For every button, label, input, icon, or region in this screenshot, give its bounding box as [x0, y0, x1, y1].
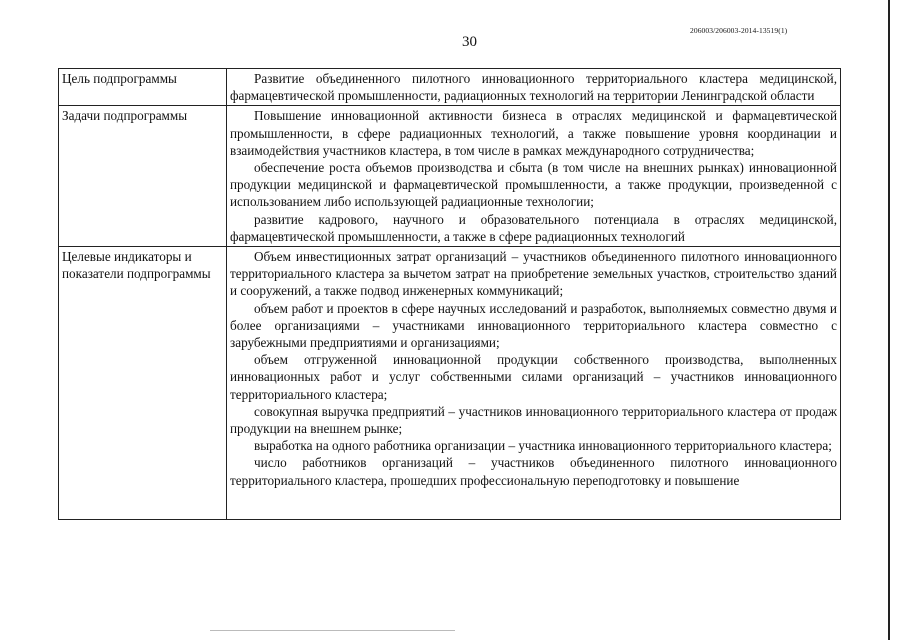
table-row: [59, 106, 841, 247]
paragraph: развитие кадрового, научного и образовательного потенциала в отраслях медицинской, фармацевтической промышленности, а также в сфере радиационных технологий: [230, 211, 837, 244]
paragraph: Развитие объединенного пилотного инновационного территориального кластера медицинской, фармацевтической промышленности, радиационных технологий на территории Ленинградской области: [230, 71, 837, 104]
paragraph: выработка на одного работника организации – участника инновационного территориального кластера;: [254, 438, 832, 454]
paragraph: объем отгруженной инновационной продукции собственного производства, выполненных инновационных работ и услуг собственными силами организаций – участников инновационного территориального кластера;: [230, 352, 837, 402]
paragraph: совокупная выручка предприятий – участников инновационного территориального кластера от продаж продукции на внешнем рынке;: [230, 403, 837, 437]
footer-rule: [210, 630, 455, 631]
page-number: 30: [462, 34, 477, 50]
table-row: [59, 247, 841, 520]
paragraph: Объем инвестиционных затрат организаций – участников объединенного пилотного инновационного территориального кластера за вычетом затрат на приобретение земельных участков, строительство зданий и сооружений, а также подвод инженерных коммуникаций;: [230, 249, 837, 299]
row-content: [227, 69, 841, 106]
paragraph: объем работ и проектов в сфере научных исследований и разработок, выполняемых совместно двумя и более организациями – участниками инновационного территориального кластера совместно с зарубежными предприятиями и организациями;: [230, 300, 837, 351]
page-edge-line: [888, 0, 890, 640]
table-row: [59, 69, 841, 106]
row-label: Целевые индикаторы и показатели подпрограммы: [59, 247, 227, 520]
subprogram-passport-table: [58, 68, 841, 520]
paragraph: Повышение инновационной активности бизнеса в отраслях медицинской и фармацевтической промышленности, в сфере радиационных технологий, а также повышение уровня координации и взаимодействия участников кластера, в том числе в рамках международного сотрудничества;: [230, 108, 837, 158]
row-content: [227, 247, 841, 520]
row-label: Цель подпрограммы: [59, 69, 227, 106]
row-content: [227, 106, 841, 247]
row-label: Задачи подпрограммы: [59, 106, 227, 247]
document-id: 206003/206003-2014-13519(1): [690, 26, 788, 35]
paragraph: число работников организаций – участников объединенного пилотного инновационного территориального кластера, прошедших профессиональную переподготовку и повышение: [230, 455, 837, 488]
paragraph: обеспечение роста объемов производства и сбыта (в том числе на внешних рынках) инновационной продукции медицинской и фармацевтической промышленности, а также продукции, произведенной с использованием либо использующей радиационные технологии;: [230, 160, 837, 210]
